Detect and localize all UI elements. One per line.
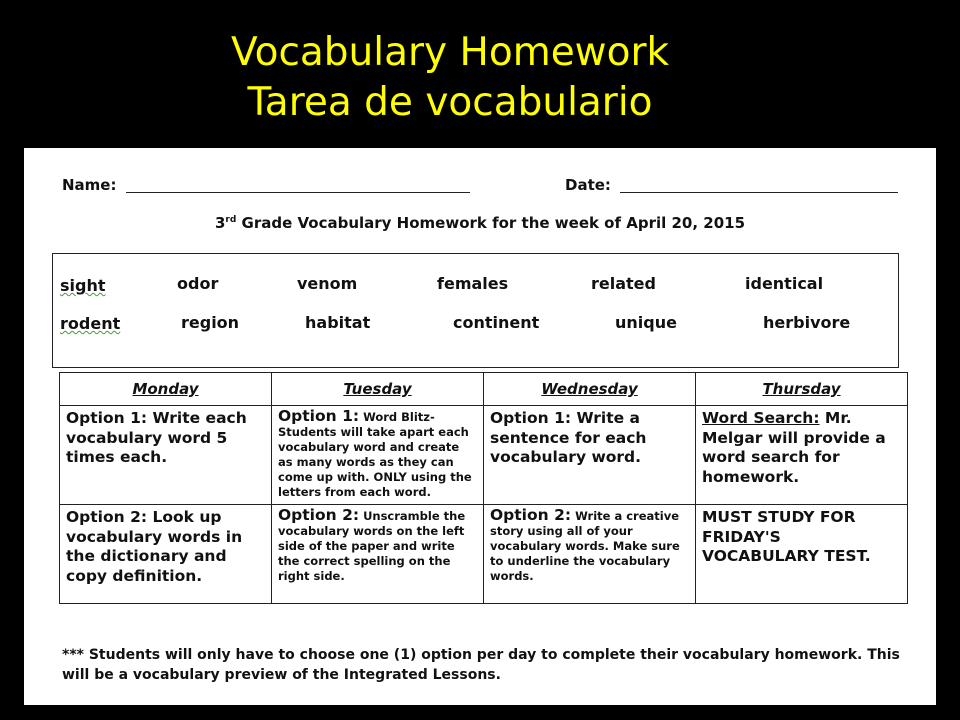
vocab-word: continent [453, 313, 540, 332]
day-header-monday: Monday [60, 373, 272, 406]
tuesday-option-1: Option 1: Word Blitz- Students will take apart each vocabulary word and create as many words as they can come up with. ONLY using the letters from each word. [272, 406, 484, 505]
vocab-word: venom [297, 274, 358, 293]
wednesday-option-1: Option 1: Write a sentence for each vocabulary word. [484, 406, 696, 505]
monday-option-2: Option 2: Look up vocabulary words in the dictionary and copy definition. [60, 505, 272, 604]
wednesday-option-2: Option 2: Write a creative story using all of your vocabulary words. Make sure to underline the vocabulary words. [484, 505, 696, 604]
name-label: Name: [62, 176, 117, 194]
day-header-thursday: Thursday [696, 373, 908, 406]
vocab-word: herbivore [763, 313, 851, 332]
title-spanish: Tarea de vocabulario [247, 80, 653, 125]
day-header-tuesday: Tuesday [272, 373, 484, 406]
table-row [60, 505, 908, 604]
worksheet [24, 148, 936, 705]
tuesday-option-2: Option 2: Unscramble the vocabulary words on the left side of the paper and write the correct spelling on the right side. [272, 505, 484, 604]
vocab-word: habitat [305, 313, 371, 332]
vocab-word: unique [615, 313, 677, 332]
name-line [126, 192, 470, 193]
weekly-options-table [59, 372, 908, 604]
vocab-word: identical [745, 274, 824, 293]
thursday-option-1: Word Search: Mr. Melgar will provide a word search for homework. [696, 406, 908, 505]
vocab-word: related [591, 274, 656, 293]
footnote: *** Students will only have to choose one (1) option per day to complete their vocabulary homework. This will be a vocabulary preview of the Integrated Lessons. [62, 647, 900, 683]
vocab-word: sight [60, 276, 106, 295]
worksheet-heading: 3rd Grade Vocabulary Homework for the week of April 20, 2015 [214, 214, 746, 232]
date-line [620, 192, 898, 193]
vocab-word: region [181, 313, 240, 332]
vocabulary-word-box [52, 253, 899, 368]
day-header-wednesday: Wednesday [484, 373, 696, 406]
thursday-option-2: MUST STUDY FOR FRIDAY'S VOCABULARY TEST. [696, 505, 908, 604]
vocab-word: rodent [60, 314, 121, 333]
table-row [60, 406, 908, 505]
table-header-row [60, 373, 908, 406]
vocab-word: females [437, 274, 509, 293]
title-english: Vocabulary Homework [230, 30, 670, 75]
monday-option-1: Option 1: Write each vocabulary word 5 times each. [60, 406, 272, 505]
slide-title [0, 28, 900, 128]
date-label: Date: [565, 176, 611, 194]
vocab-word: odor [177, 274, 219, 293]
